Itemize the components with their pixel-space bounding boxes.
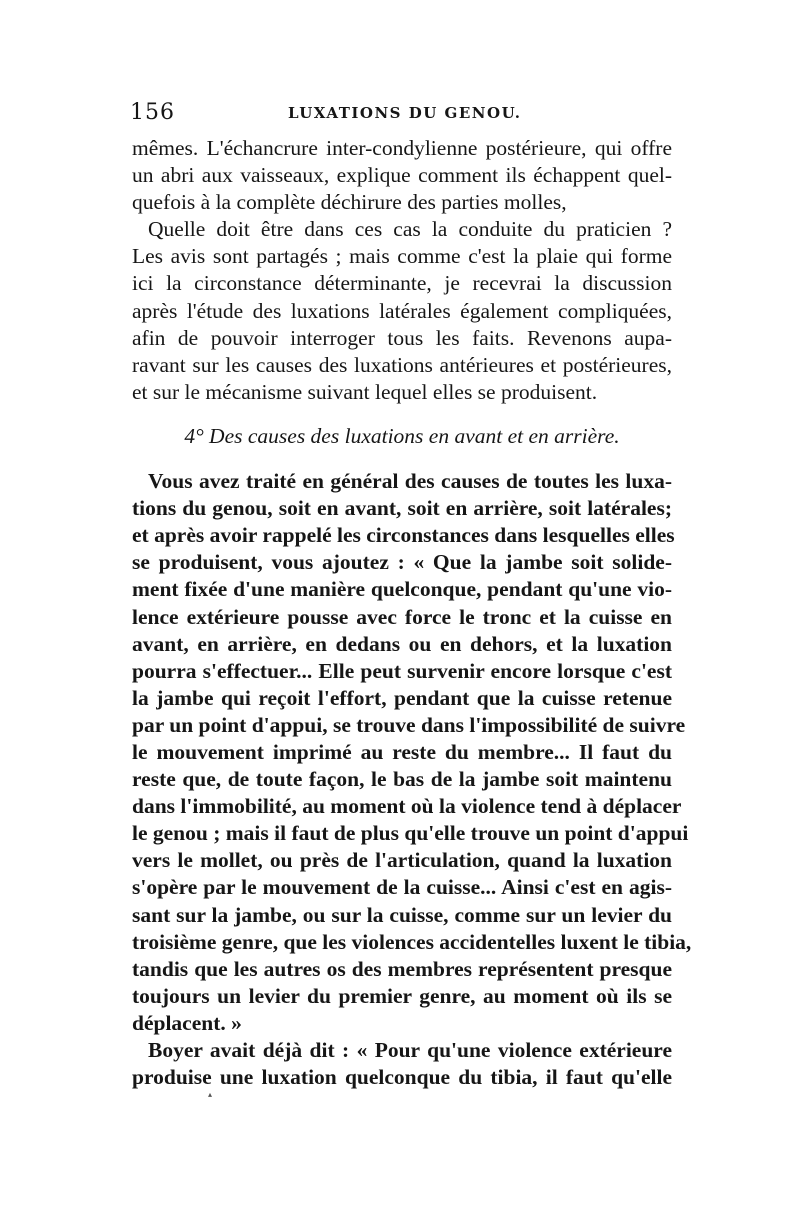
text-line: et après avoir rappelé les circonstances dans lesquelles elles	[132, 523, 675, 548]
text-line: Quelle doit être dans ces cas la conduite du praticien ?	[148, 217, 672, 242]
running-head	[130, 100, 670, 130]
text-line: quefois à la complète déchirure des parties molles,	[132, 190, 567, 215]
paragraph-1	[132, 135, 672, 216]
text-line: se produisent, vous ajoutez : « Que la jambe soit solide-	[132, 550, 672, 575]
text-line: un abri aux vaisseaux, explique comment ils échappent quel-	[132, 163, 672, 188]
body-text	[132, 135, 692, 1091]
page-number: 156	[130, 100, 175, 125]
text-line: la jambe qui reçoit l'effort, pendant que la cuisse retenue	[132, 685, 672, 710]
text-line: Boyer avait déjà dit : « Pour qu'une violence extérieure	[148, 1038, 672, 1062]
text-line: pourra s'effectuer... Elle peut survenir encore lorsque c'est	[132, 658, 672, 683]
text-line: tions du genou, soit en avant, soit en arrière, soit latérales;	[132, 496, 672, 521]
text-line: le mouvement imprimé au reste du membre... Il faut du	[132, 739, 672, 764]
text-line: déplacent. »	[132, 1010, 242, 1035]
paragraph-2	[132, 216, 672, 406]
paragraph-3	[132, 468, 692, 1037]
text-line: produise une luxation quelconque du tibia, il faut qu'elle	[132, 1065, 672, 1090]
section-heading: 4° Des causes des luxations en avant et en arrière.	[184, 423, 620, 448]
paragraph-4	[132, 1037, 672, 1091]
text-line: reste que, de toute façon, le bas de la jambe soit maintenu	[132, 767, 672, 792]
text-line: après l'étude des luxations latérales également compliquées,	[132, 298, 672, 323]
text-line: vers le mollet, ou près de l'articulation, quand la luxation	[132, 848, 672, 873]
text-line: tandis que les autres os des membres représentent presque	[132, 956, 672, 981]
text-line: par un point d'appui, se trouve dans l'impossibilité de suivre	[132, 712, 686, 737]
text-line: ravant sur les causes des luxations antérieures et postérieures,	[132, 352, 672, 377]
running-title: LUXATIONS DU GENOU.	[288, 104, 522, 122]
text-line: sant sur la jambe, ou sur la cuisse, comme sur un levier du	[132, 902, 672, 927]
text-line: ment fixée d'une manière quelconque, pendant qu'une vio-	[132, 577, 672, 602]
text-line: afin de pouvoir interroger tous les faits. Revenons aupa-	[132, 325, 672, 350]
text-line: dans l'immobilité, au moment où la violence tend à déplacer	[132, 794, 682, 819]
text-line: lence extérieure pousse avec force le tronc et la cuisse en	[132, 604, 672, 629]
text-line: Vous avez traité en général des causes de toutes les luxa-	[148, 469, 672, 494]
printer-mark: ▴	[208, 1090, 213, 1099]
text-line: mêmes. L'échancrure inter-condylienne postérieure, qui offre	[132, 136, 672, 160]
text-line: Les avis sont partagés ; mais comme c'est la plaie qui forme	[132, 244, 672, 269]
text-line: troisième genre, que les violences accidentelles luxent le tibia,	[132, 929, 692, 954]
text-line: le genou ; mais il faut de plus qu'elle trouve un point d'appui	[132, 821, 689, 846]
text-line: s'opère par le mouvement de la cuisse... Ainsi c'est en agis-	[132, 875, 672, 900]
text-line: et sur le mécanisme suivant lequel elles se produisent.	[132, 379, 598, 404]
text-line: avant, en arrière, en dedans ou en dehors, et la luxation	[132, 631, 672, 656]
text-line: ici la circonstance déterminante, je recevrai la discussion	[132, 271, 672, 296]
text-line: toujours un levier du premier genre, au moment où ils se	[132, 983, 672, 1008]
